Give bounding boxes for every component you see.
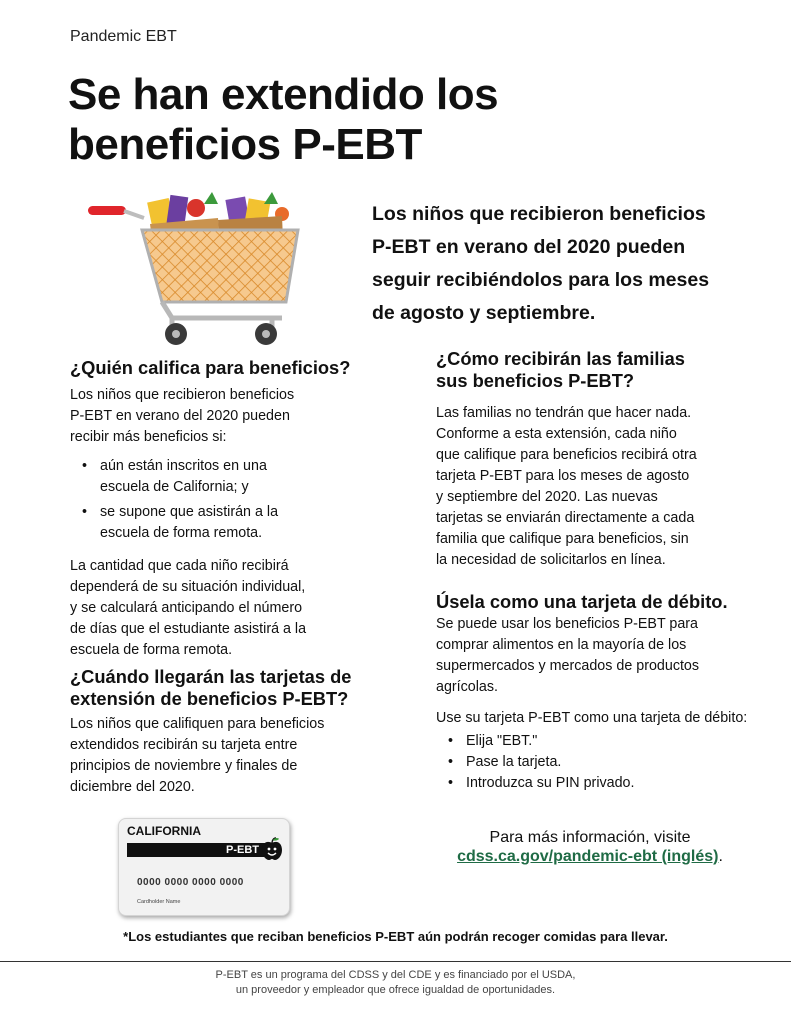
heading-line: ¿Cuándo llegarán las tarjetas de [70, 666, 352, 687]
bullet-line: escuela de California; y [100, 479, 249, 495]
intro-line: P-EBT en verano del 2020 pueden [372, 236, 686, 258]
page-title [68, 70, 498, 170]
shopping-cart-icon [86, 190, 306, 348]
title-line: beneficios P-EBT [68, 120, 422, 169]
use-section [436, 591, 776, 794]
how-body [436, 403, 776, 571]
heading-line: ¿Cómo recibirán las familias [436, 348, 685, 369]
info-period: . [718, 848, 723, 865]
body-line: principios de noviembre y finales de [70, 758, 298, 774]
heading-line: sus beneficios P-EBT? [436, 370, 635, 391]
ebt-card-image [118, 818, 290, 916]
body-line: familia que califique para beneficios, sin [436, 531, 689, 547]
when-heading [70, 666, 400, 710]
more-info [430, 828, 750, 866]
body-line: Las familias no tendrán que hacer nada. [436, 405, 692, 421]
amount-line: dependerá de su situación individual, [70, 579, 306, 595]
footer-line: un proveedor y empleador que ofrece igualdad de oportunidades. [235, 984, 556, 996]
card-holder: Cardholder Name [137, 899, 181, 905]
use-body [436, 614, 776, 698]
list-item [70, 502, 390, 544]
intro-callout [372, 198, 772, 330]
body-line: comprar alimentos en la mayoría de los [436, 637, 687, 653]
body-line: la necesidad de solicitarlos en línea. [436, 552, 666, 568]
body-line: Conforme a esta extensión, cada niño [436, 426, 677, 442]
body-line: Se puede usar los beneficios P-EBT para [436, 616, 699, 632]
header-kicker: Pandemic EBT [70, 28, 177, 45]
list-item [70, 456, 390, 498]
info-text: Para más información, visite [489, 829, 691, 846]
card-brand: P-EBT [226, 844, 259, 856]
footer-line: P-EBT es un programa del CDSS y del CDE y es financiado por el USDA, [215, 969, 576, 981]
amount-line: de días que el estudiante asistirá a la [70, 621, 307, 637]
who-section [70, 357, 390, 661]
body-line: tarjetas se enviarán directamente a cada [436, 510, 695, 526]
heading-line: extensión de beneficios P-EBT? [70, 688, 349, 709]
use-heading: Úsela como una tarjeta de débito. [436, 591, 728, 612]
body-line: y septiembre del 2020. Las nuevas [436, 489, 658, 505]
apple-icon [261, 837, 283, 861]
intro-line: seguir recibiéndolos para los meses [372, 269, 710, 291]
who-lead-line: Los niños que recibieron beneficios [70, 387, 295, 403]
body-line: extendidos recibirán su tarjeta entre [70, 737, 298, 753]
card-number: 0000 0000 0000 0000 [137, 877, 244, 888]
when-body [70, 714, 400, 798]
footnote: *Los estudiantes que reciban beneficios P-EBT aún podrán recoger comidas para llevar. [123, 929, 668, 944]
how-heading [436, 348, 776, 392]
body-line: tarjeta P-EBT para los meses de agosto [436, 468, 690, 484]
body-line: Los niños que califiquen para beneficios [70, 716, 325, 732]
bullet-line: • aún están inscritos en una [100, 458, 267, 474]
who-lead-line: recibir más beneficios si: [70, 429, 227, 445]
who-lead [70, 385, 390, 448]
steps-lead: Use su tarjeta P-EBT como una tarjeta de débito: [436, 710, 748, 726]
list-item: • Pase la tarjeta. [436, 752, 776, 773]
how-section [436, 348, 776, 571]
body-line: agrícolas. [436, 679, 498, 695]
list-item: • Introduzca su PIN privado. [436, 773, 776, 794]
footer [0, 968, 791, 998]
intro-line: Los niños que recibieron beneficios [372, 203, 706, 225]
body-line: que califique para beneficios recibirá otra [436, 447, 697, 463]
who-bullets [70, 456, 390, 544]
body-line: diciembre del 2020. [70, 779, 195, 795]
card-state: CALIFORNIA [127, 824, 201, 838]
amount-line: La cantidad que cada niño recibirá [70, 558, 289, 574]
who-amount [70, 556, 390, 661]
info-link[interactable]: cdss.ca.gov/pandemic-ebt (inglés) [457, 848, 719, 865]
title-line: Se han extendido los [68, 70, 499, 119]
who-lead-line: P-EBT en verano del 2020 pueden [70, 408, 290, 424]
body-line: supermercados y mercados de productos [436, 658, 700, 674]
divider [0, 961, 791, 962]
bullet-line: escuela de forma remota. [100, 525, 263, 541]
who-heading: ¿Quién califica para beneficios? [70, 357, 351, 378]
amount-line: escuela de forma remota. [70, 642, 233, 658]
amount-line: y se calculará anticipando el número [70, 600, 303, 616]
steps-list [436, 731, 776, 794]
intro-line: de agosto y septiembre. [372, 302, 596, 324]
bullet-line: • se supone que asistirán a la [100, 504, 279, 520]
when-section [70, 666, 400, 798]
list-item: • Elija "EBT." [436, 731, 776, 752]
